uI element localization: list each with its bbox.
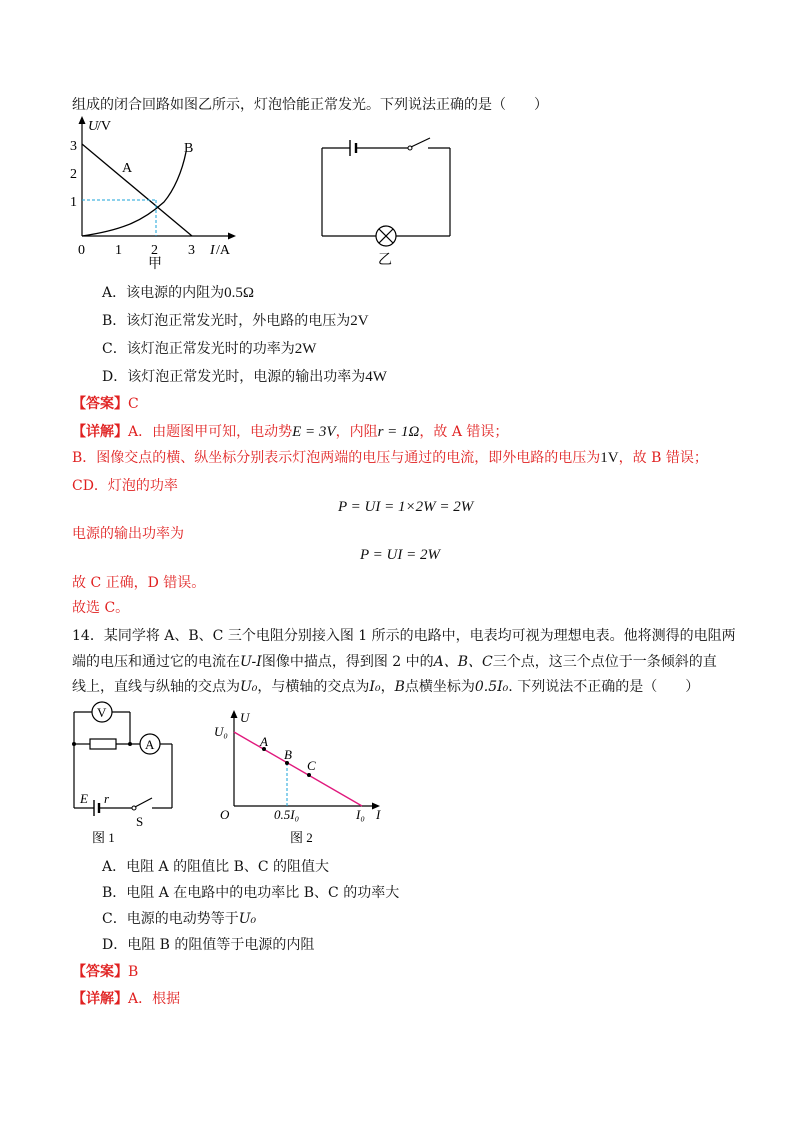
q13-answer-label: 【答案】 <box>72 396 128 412</box>
q13-detail-b-text2: ，故 B 错误； <box>618 450 708 466</box>
q14-option-c-text: C．电源的电动势等于 <box>102 911 239 927</box>
q13-answer <box>72 394 139 414</box>
q13-option-a-value: 0.5Ω <box>224 285 255 301</box>
graph2-label-c: C <box>307 758 316 773</box>
q14-line3-text5: . 下列说法不正确的是（ ） <box>508 679 700 695</box>
q13-detail-voltage: 1V <box>600 450 619 466</box>
q14-line3-text1: 线上，直线与纵轴的交点为 <box>72 679 240 695</box>
graph2-xlabel: I <box>376 807 381 822</box>
internal-resistance-label: r <box>104 791 110 806</box>
q14-answer-value: B <box>128 964 139 980</box>
switch-s <box>135 798 152 807</box>
q13-option-d-value: 4W <box>365 369 387 385</box>
graph-ylabel-i: U <box>88 119 99 134</box>
q13-detail-b-text1: B．图像交点的横、纵坐标分别表示灯泡两端的电压与通过的电流，即外电路的电压为 <box>72 450 601 466</box>
graph2-point-c <box>307 773 311 777</box>
q14-option-b: B．电阻 A 在电路中的电功率比 B、C 的功率大 <box>102 885 400 901</box>
q14-line2-abc: A、B、C <box>433 654 493 670</box>
q14-option-c-value: U₀ <box>238 911 257 927</box>
figure-2-caption: 图 2 <box>290 830 313 845</box>
q13-option-b-text: B．该灯泡正常发光时，外电路的电压为 <box>102 313 351 329</box>
graph-xtick-3: 3 <box>188 243 195 258</box>
graph-xtick-0: 0 <box>78 243 85 258</box>
graph-xtick-2: 2 <box>151 243 158 258</box>
q13-detail-emf: E = 3V <box>292 424 336 440</box>
graph-ytick-3: 3 <box>70 139 77 154</box>
q14-line3-value: 0.5I₀ <box>474 679 509 695</box>
q14-line3-text4: 点横坐标为 <box>404 679 475 695</box>
graph2-half-i0: 0.5I₀ <box>274 807 300 822</box>
q13-option-b-value: 2V <box>350 313 369 329</box>
q14-line3-b: B <box>394 679 405 695</box>
graph-label-a: A <box>122 161 133 176</box>
q14-option-a: A．电阻 A 的阻值比 B、C 的阻值大 <box>102 859 330 875</box>
q14-detail-text: A．根据 <box>128 991 181 1007</box>
switch-label: S <box>136 814 144 829</box>
graph-ylabel-u: /V <box>97 119 111 134</box>
circuit-yi <box>316 128 456 268</box>
graph2-sloped-line <box>234 732 362 806</box>
q13-detail-b <box>72 448 708 468</box>
graph-ytick-1: 1 <box>70 195 77 210</box>
q13-answer-value: C <box>128 396 139 412</box>
q14-line2-ui: U-I <box>240 654 262 670</box>
q13-option-c-value: 2W <box>294 341 317 357</box>
q13-option-c <box>102 339 316 359</box>
graph2-u0: U₀ <box>214 724 228 739</box>
graph2-i0: I₀ <box>356 807 365 822</box>
q14-stem-line2 <box>72 652 717 672</box>
q14-answer <box>72 962 138 982</box>
q14-detail <box>72 989 180 1009</box>
q13-option-c-text: C．该灯泡正常发光时的功率为 <box>102 341 295 357</box>
q13-conclusion: 故 C 正确，D 错误。 <box>72 575 206 591</box>
emf-label: E <box>80 791 88 806</box>
q13-detail-a-text3: ，故 A 错误； <box>419 424 509 440</box>
graph-jia <box>64 112 244 272</box>
circuit-figure-1 <box>64 700 194 860</box>
q13-option-d-text: D．该灯泡正常发光时，电源的输出功率为 <box>102 369 366 385</box>
graph-caption-jia: 甲 <box>148 257 162 272</box>
graph-xtick-1: 1 <box>115 243 122 258</box>
q13-detail-output: 电源的输出功率为 <box>72 526 184 542</box>
q13-detail-cd: CD．灯泡的功率 <box>72 478 178 494</box>
q14-stem-line3 <box>72 677 699 697</box>
q13-detail-a-text2: ，内阻 <box>335 424 378 440</box>
voltmeter-label: V <box>97 705 107 720</box>
q13-detail-a-text1: A．由题图甲可知，电动势 <box>128 424 293 440</box>
graph-label-b: B <box>184 141 194 156</box>
circuit-caption-yi: 乙 <box>378 253 392 268</box>
q13-detail-label: 【详解】 <box>72 424 128 440</box>
q13-option-b <box>102 311 369 331</box>
graph-xlabel-i: I <box>210 243 215 258</box>
ammeter-label: A <box>145 737 155 752</box>
graph-xlabel-u: /A <box>216 243 230 258</box>
q14-answer-label: 【答案】 <box>72 964 128 980</box>
q14-line3-u0: U₀ <box>240 679 258 695</box>
switch-blade <box>411 138 430 147</box>
graph2-ylabel: U <box>240 710 250 725</box>
figure-1-caption: 图 1 <box>92 830 115 845</box>
graph2-label-b: B <box>284 747 292 762</box>
q14-line2-text2: 图像中描点，得到图 2 中的 <box>261 654 434 670</box>
graph-curve-b <box>82 152 186 236</box>
q13-choose: 故选 C。 <box>72 600 130 616</box>
q14-stem-line1: 14．某同学将 A、B、C 三个电阻分别接入图 1 所示的电路中，电表均可视为理想电表。他将测得的电阻两 <box>72 628 736 644</box>
ui-graph-figure-2 <box>210 706 390 856</box>
q14-option-c <box>102 909 256 929</box>
q14-option-d: D．电阻 B 的阻值等于电源的内阻 <box>102 937 315 953</box>
q13-option-a-text: A．该电源的内阻为 <box>102 285 225 301</box>
q14-line2-text1: 端的电压和通过它的电流在 <box>72 654 240 670</box>
q13-intro: 组成的闭合回路如图乙所示，灯泡恰能正常发光。下列说法正确的是（ ） <box>72 97 548 113</box>
q14-line2-text3: 三个点，这三个点位于一条倾斜的直 <box>492 654 717 670</box>
graph-ytick-2: 2 <box>70 167 77 182</box>
q14-line3-text3: ， <box>380 679 395 695</box>
q13-detail-resistance: r = 1Ω <box>377 424 420 440</box>
q13-formula-output: P = UI = 2W <box>360 547 440 563</box>
graph2-label-a: A <box>260 734 268 749</box>
q13-option-a <box>102 283 254 303</box>
q13-option-d <box>102 367 387 387</box>
graph2-origin: O <box>220 807 230 822</box>
q13-detail-a <box>72 422 508 442</box>
graph-line-a <box>82 144 192 236</box>
q14-line3-i0: I₀ <box>369 679 381 695</box>
resistor-icon <box>90 739 116 749</box>
q14-detail-label: 【详解】 <box>72 991 128 1007</box>
q13-formula-power: P = UI = 1×2W = 2W <box>338 499 474 515</box>
q14-line3-text2: ，与横轴的交点为 <box>257 679 370 695</box>
